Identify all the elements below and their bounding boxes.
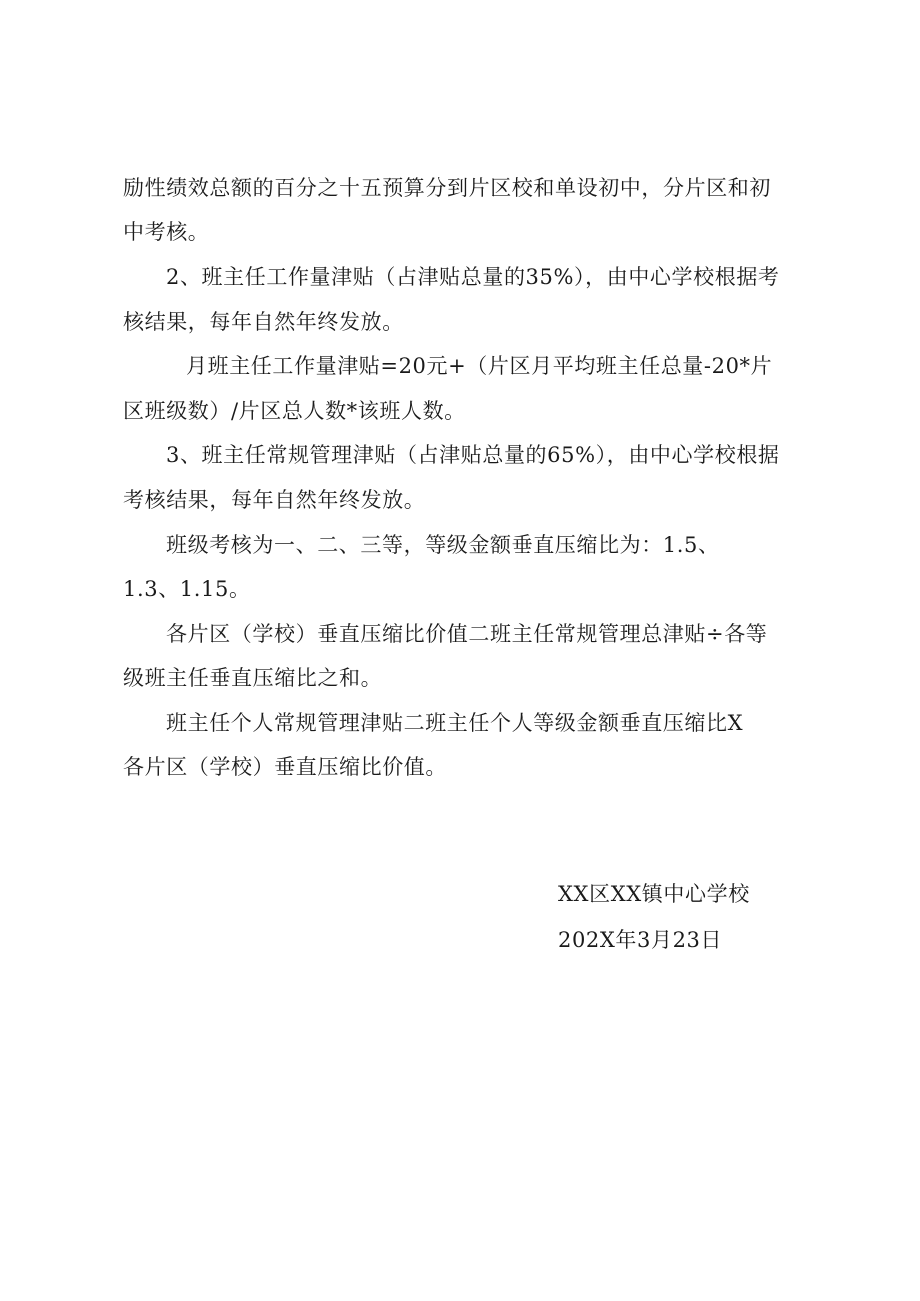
signature-organization: XX区XX镇中心学校: [558, 882, 750, 906]
paragraph-line: 3、班主任常规管理津贴（占津贴总量的65%），由中心学校根据: [166, 443, 780, 467]
paragraph-line: 核结果，每年自然年终发放。: [123, 310, 404, 334]
paragraph-line: 各片区（学校）垂直压缩比价值。: [123, 755, 447, 779]
paragraph-line: 2、班主任工作量津贴（占津贴总量的35%），由中心学校根据考: [166, 265, 780, 289]
paragraph-line: 班级考核为一、二、三等，等级金额垂直压缩比为：1.5、: [166, 533, 720, 557]
paragraph-line: 励性绩效总额的百分之十五预算分到片区校和单设初中，分片区和初: [123, 176, 771, 200]
paragraph-line: 各片区（学校）垂直压缩比价值二班主任常规管理总津贴÷各等: [166, 622, 768, 646]
signature-date: 202X年3月23日: [558, 928, 723, 952]
paragraph-line: 中考核。: [123, 220, 210, 244]
paragraph-line: 级班主任垂直压缩比之和。: [123, 666, 383, 690]
paragraph-line: 1.3、1.15。: [123, 577, 251, 601]
paragraph-line: 考核结果，每年自然年终发放。: [123, 488, 426, 512]
formula-line: 月班主任工作量津贴=20元+（片区月平均班主任总量-20*片: [186, 354, 773, 378]
paragraph-line: 班主任个人常规管理津贴二班主任个人等级金额垂直压缩比X: [166, 711, 744, 735]
formula-line: 区班级数）/片区总人数*该班人数。: [123, 399, 466, 423]
